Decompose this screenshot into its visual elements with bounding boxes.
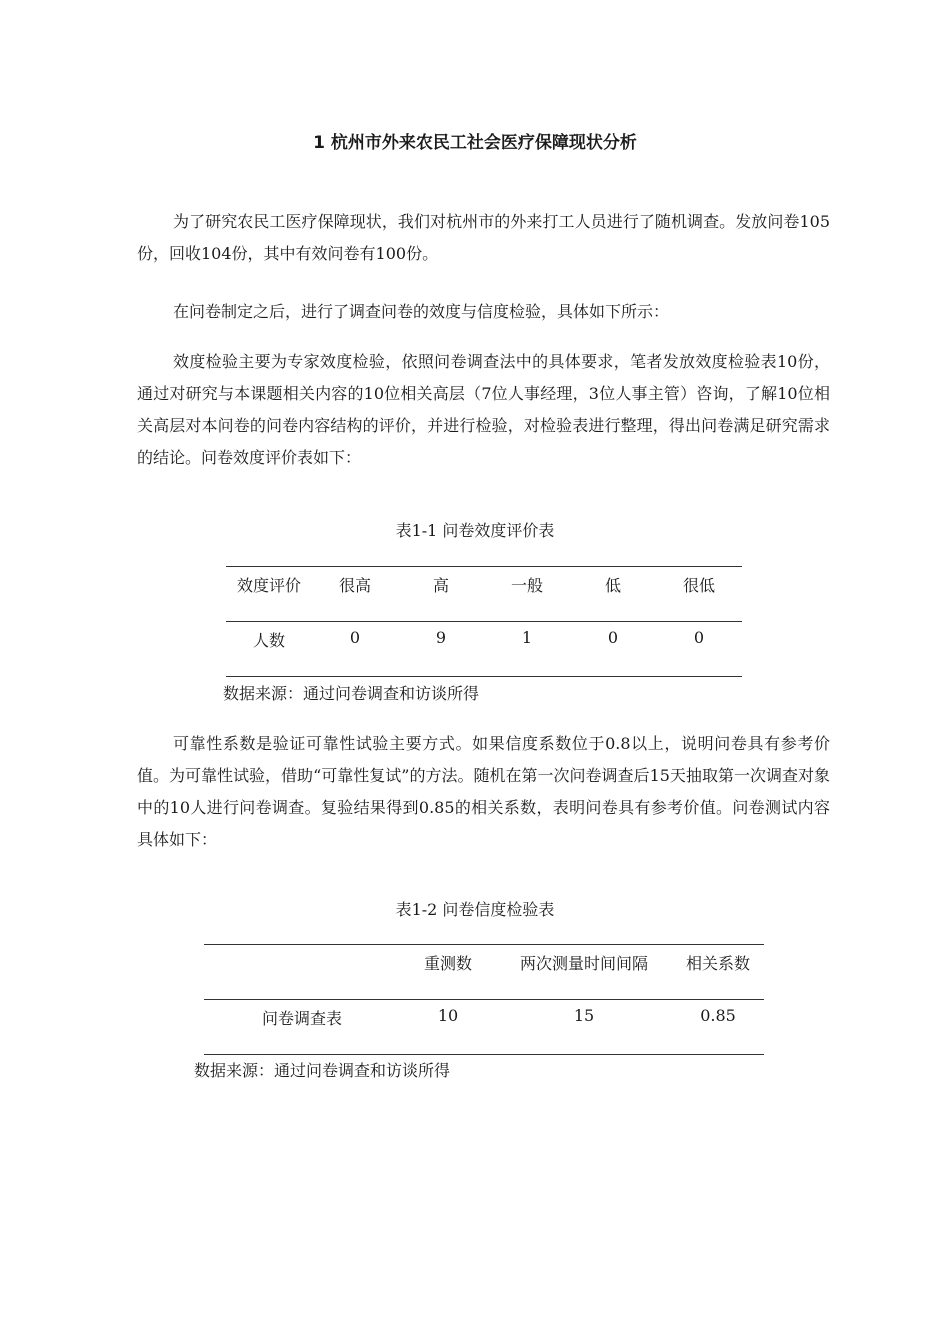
table1-header-cell: 高 <box>432 576 450 595</box>
table2-mid-rule <box>204 999 764 1000</box>
table1-top-rule <box>226 566 742 567</box>
table1-data-cell: 0 <box>607 628 619 647</box>
table1-bottom-rule <box>226 676 742 677</box>
table2-caption: 表1-2 问卷信度检验表 <box>395 900 555 919</box>
table2-source-note: 数据来源：通过问卷调查和访谈所得 <box>194 1061 451 1080</box>
table1-header-cell: 很低 <box>682 576 716 595</box>
table2-bottom-rule <box>204 1054 764 1055</box>
table1-data-cell: 1 <box>521 628 533 647</box>
table1-header-cell: 低 <box>604 576 622 595</box>
table2-header-cell: 相关系数 <box>685 954 751 973</box>
paragraph-reliability: 可靠性系数是验证可靠性试验主要方式。如果信度系数位于0.8以上，说明问卷具有参考价值。为可靠性试验，借助“可靠性复试”的方法。随机在第一次问卷调查后15天抽取第一次调查对象中的10人进行问卷调查。复验结果得到0.85的相关系数，表明问卷具有参考价值。问卷测试内容具体如下： <box>137 734 830 849</box>
table1-header-cell: 很高 <box>338 576 372 595</box>
table1-caption: 表1-1 问卷效度评价表 <box>395 521 555 540</box>
paragraph-survey-intro: 为了研究农民工医疗保障现状，我们对杭州市的外来打工人员进行了随机调查。发放问卷105份，回收104份，其中有效问卷有100份。 <box>137 212 830 263</box>
paragraph-validity-intro: 在问卷制定之后，进行了调查问卷的效度与信度检验，具体如下所示： <box>173 302 670 321</box>
paragraph-validity-test: 效度检验主要为专家效度检验，依照问卷调查法中的具体要求，笔者发放效度检验表10份，通过对研究与本课题相关内容的10位相关高层（7位人事经理，3位人事主管）咨询，了解10位相关高层对本问卷的问卷内容结构的评价，并进行检验，对检验表进行整理，得出问卷满足研究需求的结论。问卷效度评价表如下： <box>137 352 830 467</box>
table2-data-cell: 问卷调查表 <box>261 1009 343 1028</box>
table1-source-note: 数据来源：通过问卷调查和访谈所得 <box>223 684 480 703</box>
table1-header-cell: 一般 <box>510 576 544 595</box>
table1-data-cell: 9 <box>435 628 447 647</box>
table1-data-cell: 人数 <box>252 631 286 650</box>
section-heading: 1 杭州市外来农民工社会医疗保障现状分析 <box>313 133 637 153</box>
table1-data-cell: 0 <box>349 628 361 647</box>
table2-data-cell: 0.85 <box>700 1006 736 1025</box>
table1-header-cell: 效度评价 <box>236 576 302 595</box>
table1-data-cell: 0 <box>693 628 705 647</box>
table2-data-cell: 15 <box>573 1006 595 1025</box>
table2-data-cell: 10 <box>437 1006 459 1025</box>
table2-top-rule <box>204 944 764 945</box>
table1-mid-rule <box>226 621 742 622</box>
table2-header-cell: 重测数 <box>423 954 473 973</box>
table2-header-cell: 两次测量时间间隔 <box>519 954 649 973</box>
